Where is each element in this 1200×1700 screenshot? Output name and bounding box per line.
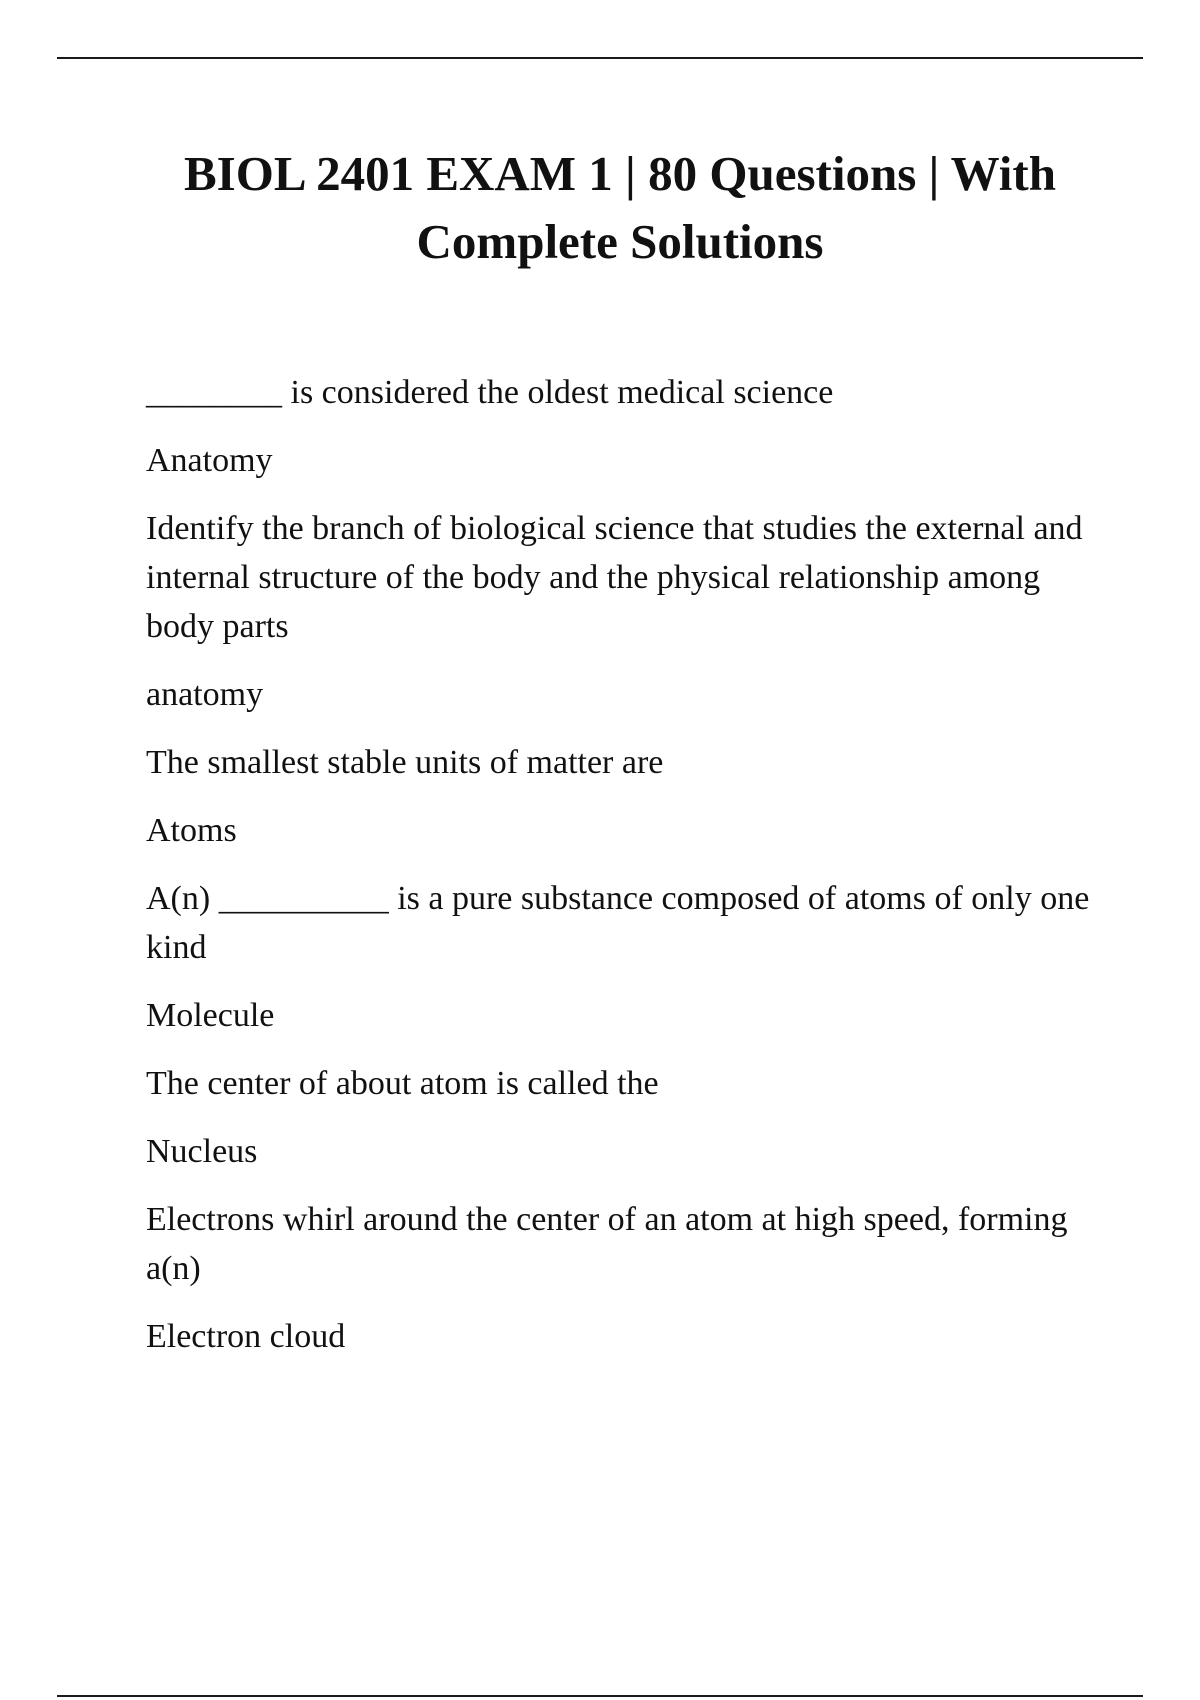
question-text: A(n) __________ is a pure substance composed of atoms of only one kind	[146, 880, 1090, 966]
question-text: ________ is considered the oldest medical science	[146, 374, 834, 411]
answer-text: Molecule	[146, 997, 275, 1034]
question-text: Electrons whirl around the center of an atom at high speed, forming a(n)	[146, 1201, 1068, 1287]
footer-rule	[57, 1695, 1143, 1697]
question-text: The center of about atom is called the	[146, 1065, 659, 1102]
answer-text: Nucleus	[146, 1133, 258, 1170]
question-text: The smallest stable units of matter are	[146, 744, 664, 781]
header-rule	[57, 57, 1143, 59]
answer-text: Electron cloud	[146, 1318, 346, 1355]
answer-text: anatomy	[146, 676, 264, 713]
answer-text: Anatomy	[146, 442, 273, 479]
answer-text: Atoms	[146, 812, 237, 849]
document-title: BIOL 2401 EXAM 1 | 80 Questions | With Complete Solutions	[184, 146, 1056, 269]
question-text: Identify the branch of biological science that studies the external and internal structure of the body and the physical relationship among body parts	[146, 510, 1083, 645]
qa-list	[146, 368, 1106, 1380]
